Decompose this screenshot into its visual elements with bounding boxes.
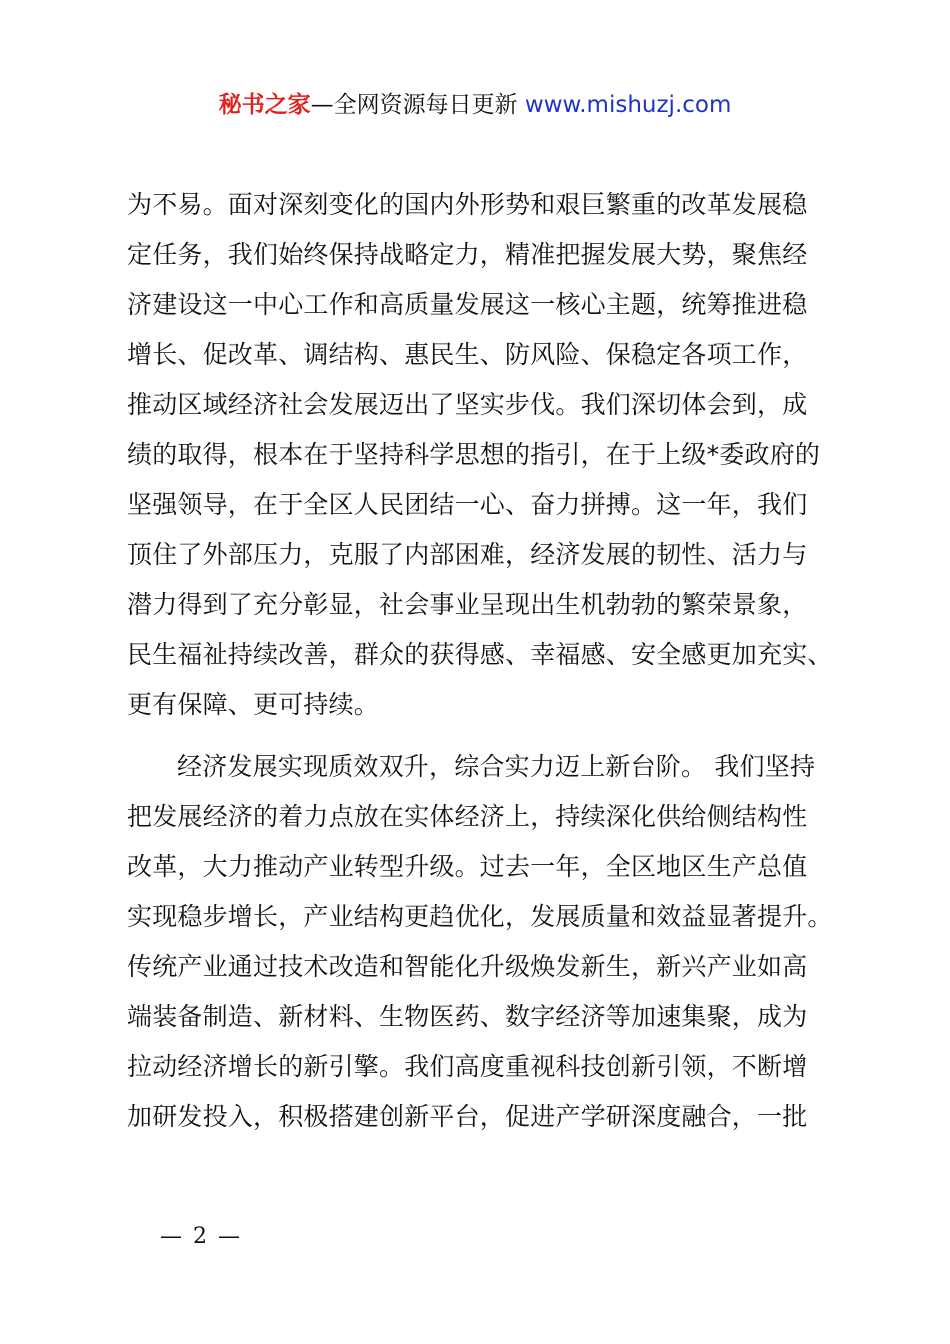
text-line: 经济发展实现质效双升，综合实力迈上新台阶。 我们坚持 xyxy=(177,752,816,781)
text-line: 绩的取得，根本在于坚持科学思想的指引，在于上级*委政府的 xyxy=(127,440,821,469)
text-line: 推动区域经济社会发展迈出了坚实步伐。我们深切体会到，成 xyxy=(127,390,808,419)
text-line: 定任务，我们始终保持战略定力，精准把握发展大势，聚焦经 xyxy=(127,240,808,269)
text-line: 增长、促改革、调结构、惠民生、防风险、保稳定各项工作， xyxy=(127,340,808,369)
text-line: 端装备制造、新材料、生物医药、数字经济等加速集聚，成为 xyxy=(127,1002,808,1031)
page-header xyxy=(0,88,950,122)
header-url[interactable]: www.mishuzj.com xyxy=(524,92,732,118)
paragraph-1 xyxy=(127,180,839,730)
text-line: 加研发投入，积极搭建创新平台，促进产学研深度融合，一批 xyxy=(127,1102,808,1131)
text-line: 顶住了外部压力，克服了内部困难，经济发展的韧性、活力与 xyxy=(127,540,808,569)
text-line: 拉动经济增长的新引擎。我们高度重视科技创新引领，不断增 xyxy=(127,1052,808,1081)
text-line: 实现稳步增长，产业结构更趋优化，发展质量和效益显著提升。 xyxy=(127,902,833,931)
paragraph-2 xyxy=(127,742,839,1142)
text-line: 改革，大力推动产业转型升级。过去一年，全区地区生产总值 xyxy=(127,852,808,881)
header-tagline: —全网资源每日更新 xyxy=(310,92,525,118)
text-line: 为不易。面对深刻变化的国内外形势和艰巨繁重的改革发展稳 xyxy=(127,190,808,219)
text-line: 济建设这一中心工作和高质量发展这一核心主题，统筹推进稳 xyxy=(127,290,808,319)
text-line: 坚强领导，在于全区人民团结一心、奋力拼搏。这一年，我们 xyxy=(127,490,808,519)
text-line: 更有保障、更可持续。 xyxy=(127,690,380,719)
header-brand: 秘书之家 xyxy=(218,92,311,118)
text-line: 把发展经济的着力点放在实体经济上，持续深化供给侧结构性 xyxy=(127,802,808,831)
text-line: 传统产业通过技术改造和智能化升级焕发新生，新兴产业如高 xyxy=(127,952,808,981)
page-number: — 2 — xyxy=(160,1224,242,1249)
text-line: 潜力得到了充分彰显，社会事业呈现出生机勃勃的繁荣景象， xyxy=(127,590,808,619)
text-line: 民生福祉持续改善，群众的获得感、幸福感、安全感更加充实、 xyxy=(127,640,833,669)
